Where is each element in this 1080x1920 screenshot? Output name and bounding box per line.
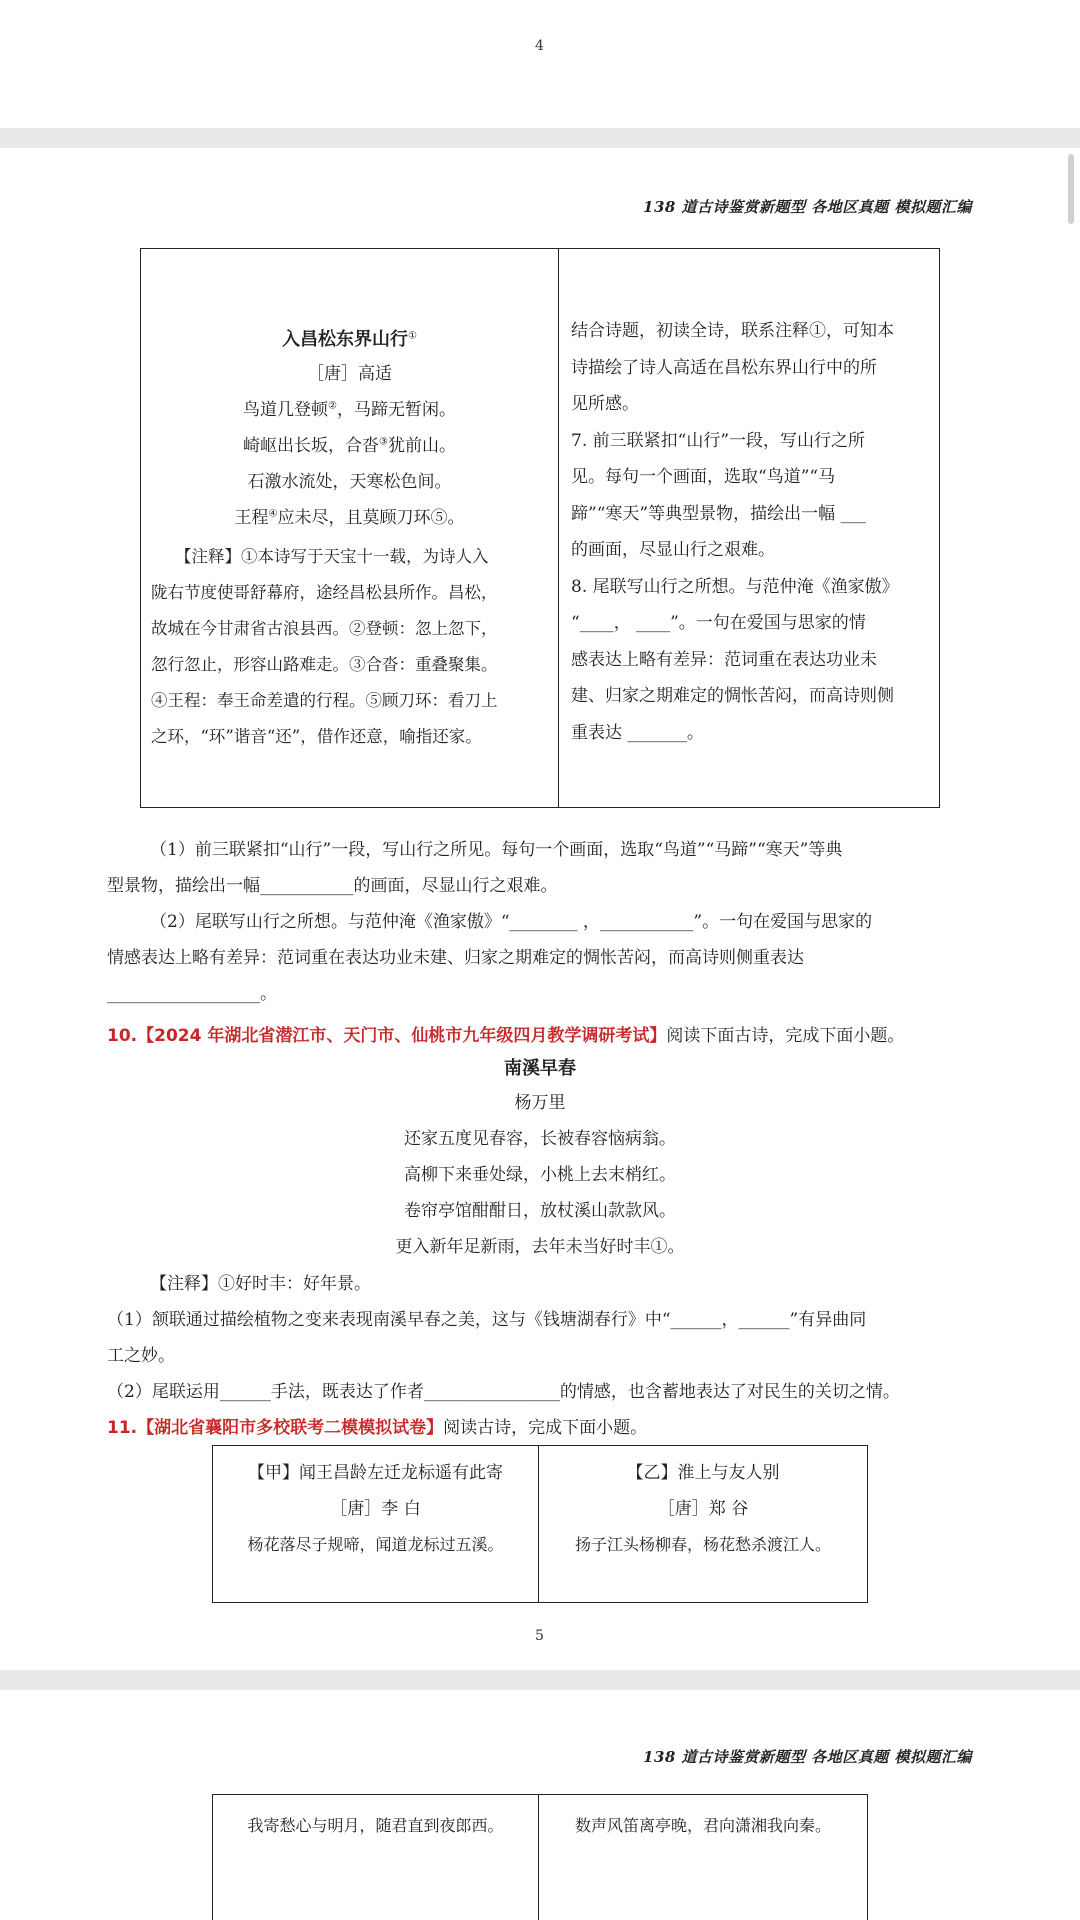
question-line: 情感表达上略有差异：范词重在表达功业未建、归家之期难定的惆怅苦闷，而高诗则侧重表达: [107, 948, 804, 968]
poem-jia-line: 我寄愁心与明月，随君直到夜郎西。: [247, 1816, 504, 1835]
poem-line: 石激水流处，天寒松色间。: [247, 472, 452, 492]
poems-compare-table: [212, 1445, 868, 1603]
poem-yi-author: ［唐］郑 谷: [657, 1499, 749, 1519]
poem-yi-line: 扬子江头杨柳春，杨花愁杀渡江人。: [574, 1535, 831, 1554]
analysis-line: 建、归家之期难定的惆怅苦闷，而高诗则侧: [571, 686, 894, 706]
poem-line: 还家五度见春容，长被春容恼病翁。: [404, 1129, 676, 1149]
page-number: 5: [535, 1628, 544, 1644]
poem-yi-line: 数声风笛离亭晚，君向潇湘我向秦。: [574, 1816, 831, 1835]
question-line: __________________。: [107, 984, 277, 1004]
page-4: [0, 0, 1080, 128]
question-line: （2）尾联写山行之所想。与范仲淹《渔家傲》“________ ，___________”。一句在爱国与思家的: [150, 912, 873, 932]
analysis-line: 7. 前三联紧扣“山行”一段，写山行之所: [571, 430, 866, 451]
poems-compare-table-continued: [212, 1794, 868, 1920]
poem-line: 鸟道几登顿②，马蹄无暂闲。: [243, 400, 456, 420]
question-source: 10.【2024 年湖北省潜江市、天门市、仙桃市九年级四月教学调研考试】: [107, 1026, 667, 1046]
table-divider: [558, 249, 559, 807]
question-11-heading: 11.【湖北省襄阳市多校联考二模模拟试卷】阅读古诗，完成下面小题。: [107, 1418, 648, 1438]
page-6: [0, 1690, 1080, 1920]
poem-title: 入昌松东界山行①: [282, 329, 417, 350]
analysis-line: 诗描绘了诗人高适在昌松东界山行中的所: [571, 357, 877, 378]
analysis-line: 重表达 _______。: [571, 722, 704, 743]
note-line: 故城在今甘肃省古浪县西。②登顿：忽上忽下，: [151, 619, 498, 638]
question-line: （1）前三联紧扣“山行”一段，写山行之所见。每句一个画面，选取“鸟道”“马蹄”“寒天”等典: [150, 840, 843, 860]
page-header: 138 道古诗鉴赏新题型 各地区真题 模拟题汇编: [643, 1748, 972, 1766]
analysis-column: [571, 313, 931, 751]
note-line: ④王程：奉王命差遣的行程。⑤顾刀环：看刀上: [151, 691, 498, 710]
poem-line: 崎岖出长坂，合沓③犹前山。: [243, 436, 456, 456]
poem-notes: [151, 539, 551, 755]
note-line: 之环，“环”谐音“还”，借作还意，喻指还家。: [151, 727, 482, 746]
analysis-line: 见。每句一个画面，选取“鸟道”“马: [571, 467, 836, 487]
poem-yi-title: 【乙】淮上与友人别: [626, 1463, 780, 1483]
poem-table: [140, 248, 940, 808]
poem-line: 更入新年足新雨，去年未当好时丰①。: [395, 1237, 685, 1257]
poem-line: 王程④应未尽，且莫顾刀环⑤。: [234, 508, 465, 528]
poem-author: 杨万里: [514, 1093, 566, 1113]
note-line: 【注释】①本诗写于天宝十一载，为诗人入: [175, 547, 489, 566]
poem-title: 南溪早春: [504, 1058, 576, 1079]
poem-jia-line: 杨花落尽子规啼，闻道龙标过五溪。: [247, 1535, 504, 1554]
page-header: 138 道古诗鉴赏新题型 各地区真题 模拟题汇编: [643, 198, 972, 216]
question-line: （2）尾联运用______手法，既表达了作者________________的情感，也含蓄地表达了对民生的关切之情。: [107, 1382, 900, 1402]
analysis-line: 见所感。: [571, 394, 639, 414]
question-line: 工之妙。: [107, 1346, 175, 1366]
analysis-line: “____， ____”。一句在爱国与思家的情: [571, 613, 866, 633]
poem-jia-author: ［唐］李 白: [330, 1499, 421, 1519]
question-source: 11.【湖北省襄阳市多校联考二模模拟试卷】: [107, 1418, 444, 1438]
question-10-heading: 10.【2024 年湖北省潜江市、天门市、仙桃市九年级四月教学调研考试】阅读下面古诗，完成下面小题。: [107, 1026, 905, 1046]
poem-note: 【注释】①好时丰：好年景。: [150, 1274, 371, 1294]
poem-line: 卷帘亭馆酣酣日，放杖溪山款款风。: [404, 1201, 676, 1221]
analysis-line: 感表达上略有差异：范词重在表达功业未: [571, 649, 877, 670]
note-line: 忽行忽止，形容山路难走。③合沓：重叠聚集。: [151, 655, 498, 674]
scrollbar[interactable]: [1068, 154, 1074, 224]
page-number: 4: [535, 38, 544, 54]
poem-jia-title: 【甲】闻王昌龄左迁龙标遥有此寄: [248, 1463, 503, 1483]
question-line: 型景物，描绘出一幅___________的画面，尽显山行之艰难。: [107, 876, 558, 896]
question-line: （1）颔联通过描绘植物之变来表现南溪早春之美，这与《钱塘湖春行》中“______，______”有异曲同: [107, 1310, 867, 1330]
analysis-line: 的画面，尽显山行之艰难。: [571, 540, 775, 560]
page-5: [0, 148, 1080, 1670]
poem-author: ［唐］高适: [307, 364, 392, 384]
poem-line: 高柳下来垂处绿，小桃上去末梢红。: [404, 1165, 676, 1185]
analysis-line: 8. 尾联写山行之所想。与范仲淹《渔家傲》: [571, 576, 899, 597]
note-line: 陇右节度使哥舒幕府，途经昌松县所作。昌松，: [151, 583, 498, 602]
analysis-line: 蹄”“寒天”等典型景物，描绘出一幅 ___: [571, 503, 866, 524]
analysis-line: 结合诗题，初读全诗，联系注释①，可知本: [571, 321, 894, 341]
